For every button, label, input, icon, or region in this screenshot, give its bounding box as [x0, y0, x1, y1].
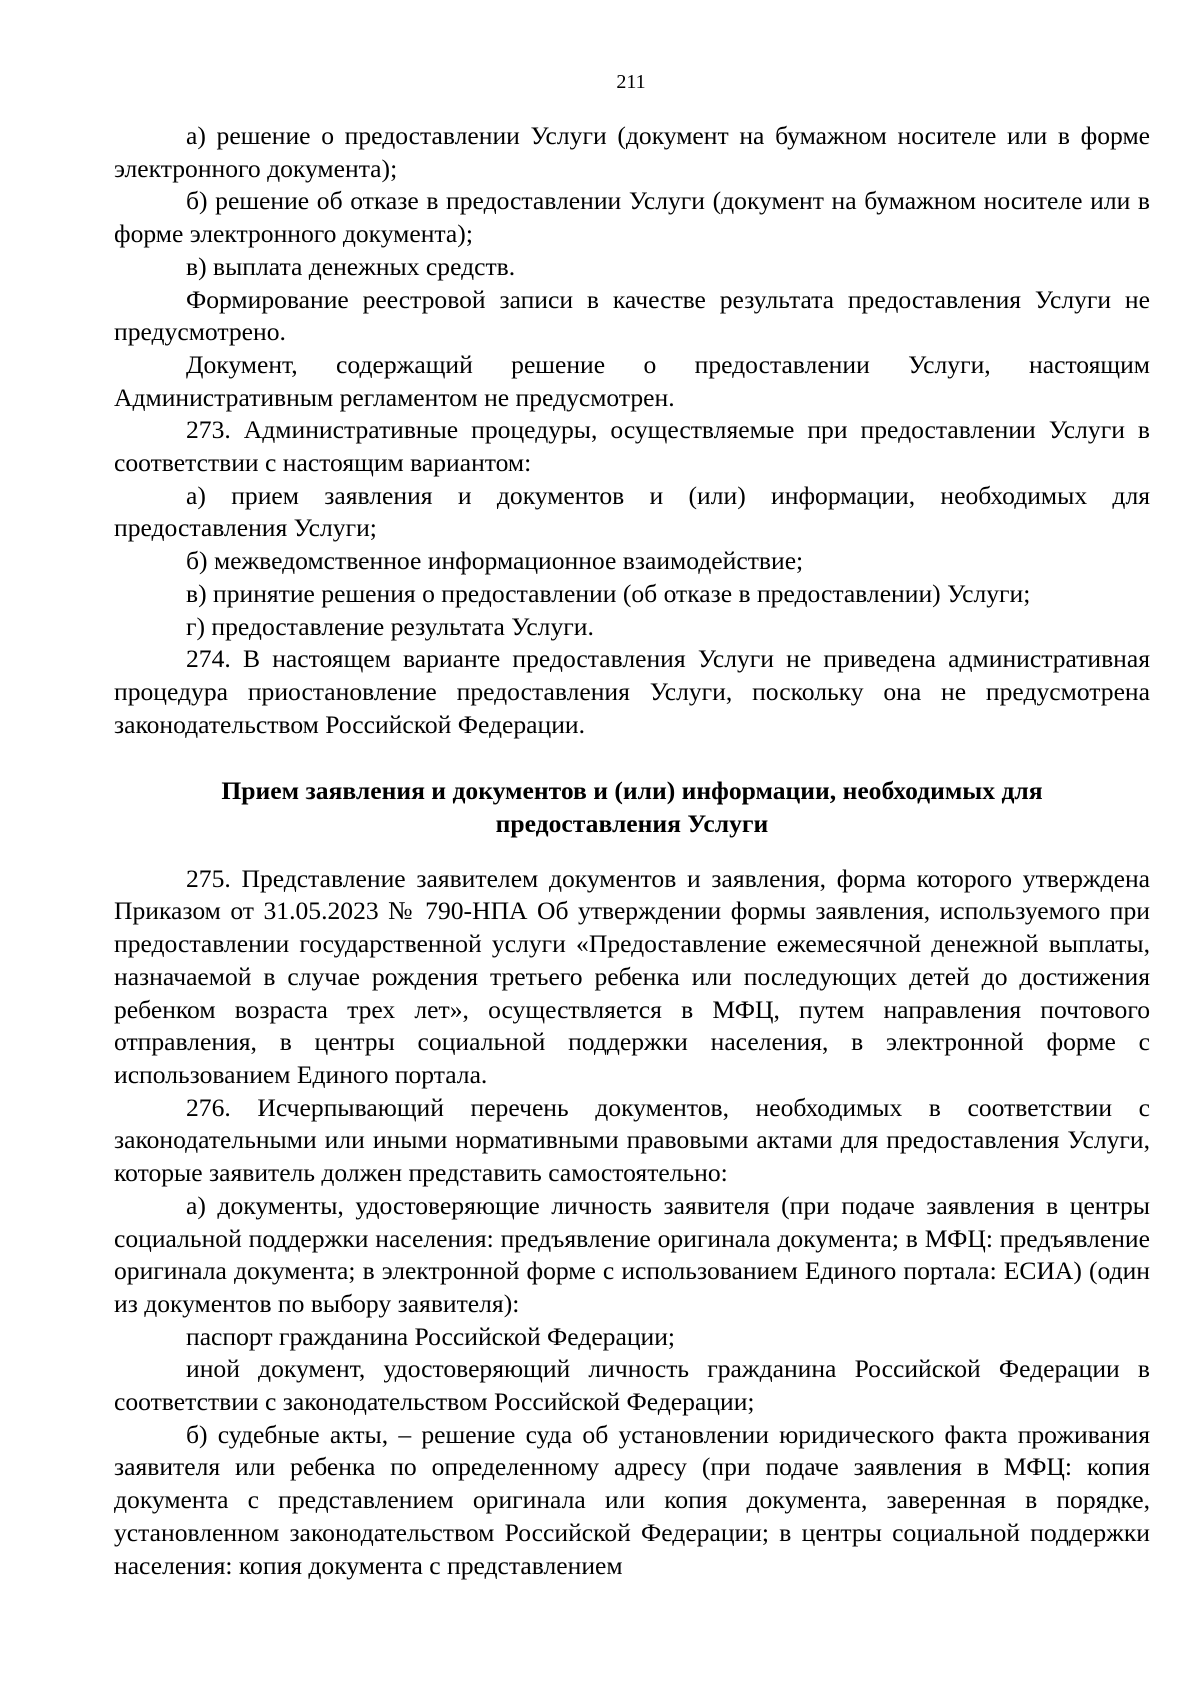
paragraph: г) предоставление результата Услуги.	[186, 611, 594, 641]
document-body	[114, 120, 1150, 1582]
paragraph: б) межведомственное информационное взаимодействие;	[186, 546, 804, 576]
paragraph: паспорт гражданина Российской Федерации;	[186, 1321, 676, 1351]
paragraph: 274. В настоящем варианте предоставления Услуги не приведена административная процедура приостановление предоставления Услуги, поскольку она не предусмотрена законодательством Российской Федерации.	[114, 644, 1150, 739]
section-heading: Прием заявления и документов и (или) информации, необходимых для предоставления Услуги	[221, 776, 1043, 839]
paragraph: иной документ, удостоверяющий личность гражданина Российской Федерации в соответствии с законодательством Российской Федерации;	[114, 1354, 1150, 1417]
paragraph: Формирование реестровой записи в качестве результата предоставления Услуги не предусмотрено.	[114, 284, 1150, 347]
paragraph: б) судебные акты, – решение суда об установлении юридического факта проживания заявителя или ребенка по определенному адресу (при подаче заявления в МФЦ: копия документа с представлением оригинала или копия документа, заверенная в порядке, установленном законодательством Российской Федерации; в центры социальной поддержки населения: копия документа с представлением	[114, 1419, 1150, 1580]
paragraph: в) выплата денежных средств.	[186, 251, 516, 281]
page-number: 211	[616, 71, 646, 93]
paragraph: а) прием заявления и документов и (или) информации, необходимых для предоставления Услуги;	[114, 480, 1150, 543]
paragraph: 273. Административные процедуры, осуществляемые при предоставлении Услуги в соответствии с настоящим вариантом:	[114, 415, 1150, 478]
paragraph: Документ, содержащий решение о предоставлении Услуги, настоящим Административным регламентом не предусмотрен.	[114, 349, 1150, 412]
paragraph: а) решение о предоставлении Услуги (документ на бумажном носителе или в форме электронного документа);	[114, 121, 1150, 183]
paragraph: б) решение об отказе в предоставлении Услуги (документ на бумажном носителе или в форме электронного документа);	[114, 186, 1150, 249]
paragraph: в) принятие решения о предоставлении (об отказе в предоставлении) Услуги;	[186, 578, 1031, 608]
paragraph: а) документы, удостоверяющие личность заявителя (при подаче заявления в центры социальной поддержки населения: предъявление оригинала документа; в МФЦ: предъявление оригинала документа; в электронной форме с использованием Единого портала: ЕСИА) (один из документов по выбору заявителя):	[114, 1190, 1150, 1318]
paragraph: 276. Исчерпывающий перечень документов, необходимых в соответствии с законодательными или иными нормативными правовыми актами для предоставления Услуги, которые заявитель должен представить самостоятельно:	[114, 1092, 1150, 1188]
paragraph: 275. Представление заявителем документов и заявления, форма которого утверждена Приказом от 31.05.2023 № 790-НПА Об утверждении формы заявления, используемого при предоставлении государственной услуги «Предоставление ежемесячной денежной выплаты, назначаемой в случае рождения третьего ребенка или последующих детей до достижения ребенком возраста трех лет», осуществляется в МФЦ, путем направления почтового отправления, в центры социальной поддержки населения, в электронной форме с использованием Единого портала.	[114, 863, 1150, 1089]
